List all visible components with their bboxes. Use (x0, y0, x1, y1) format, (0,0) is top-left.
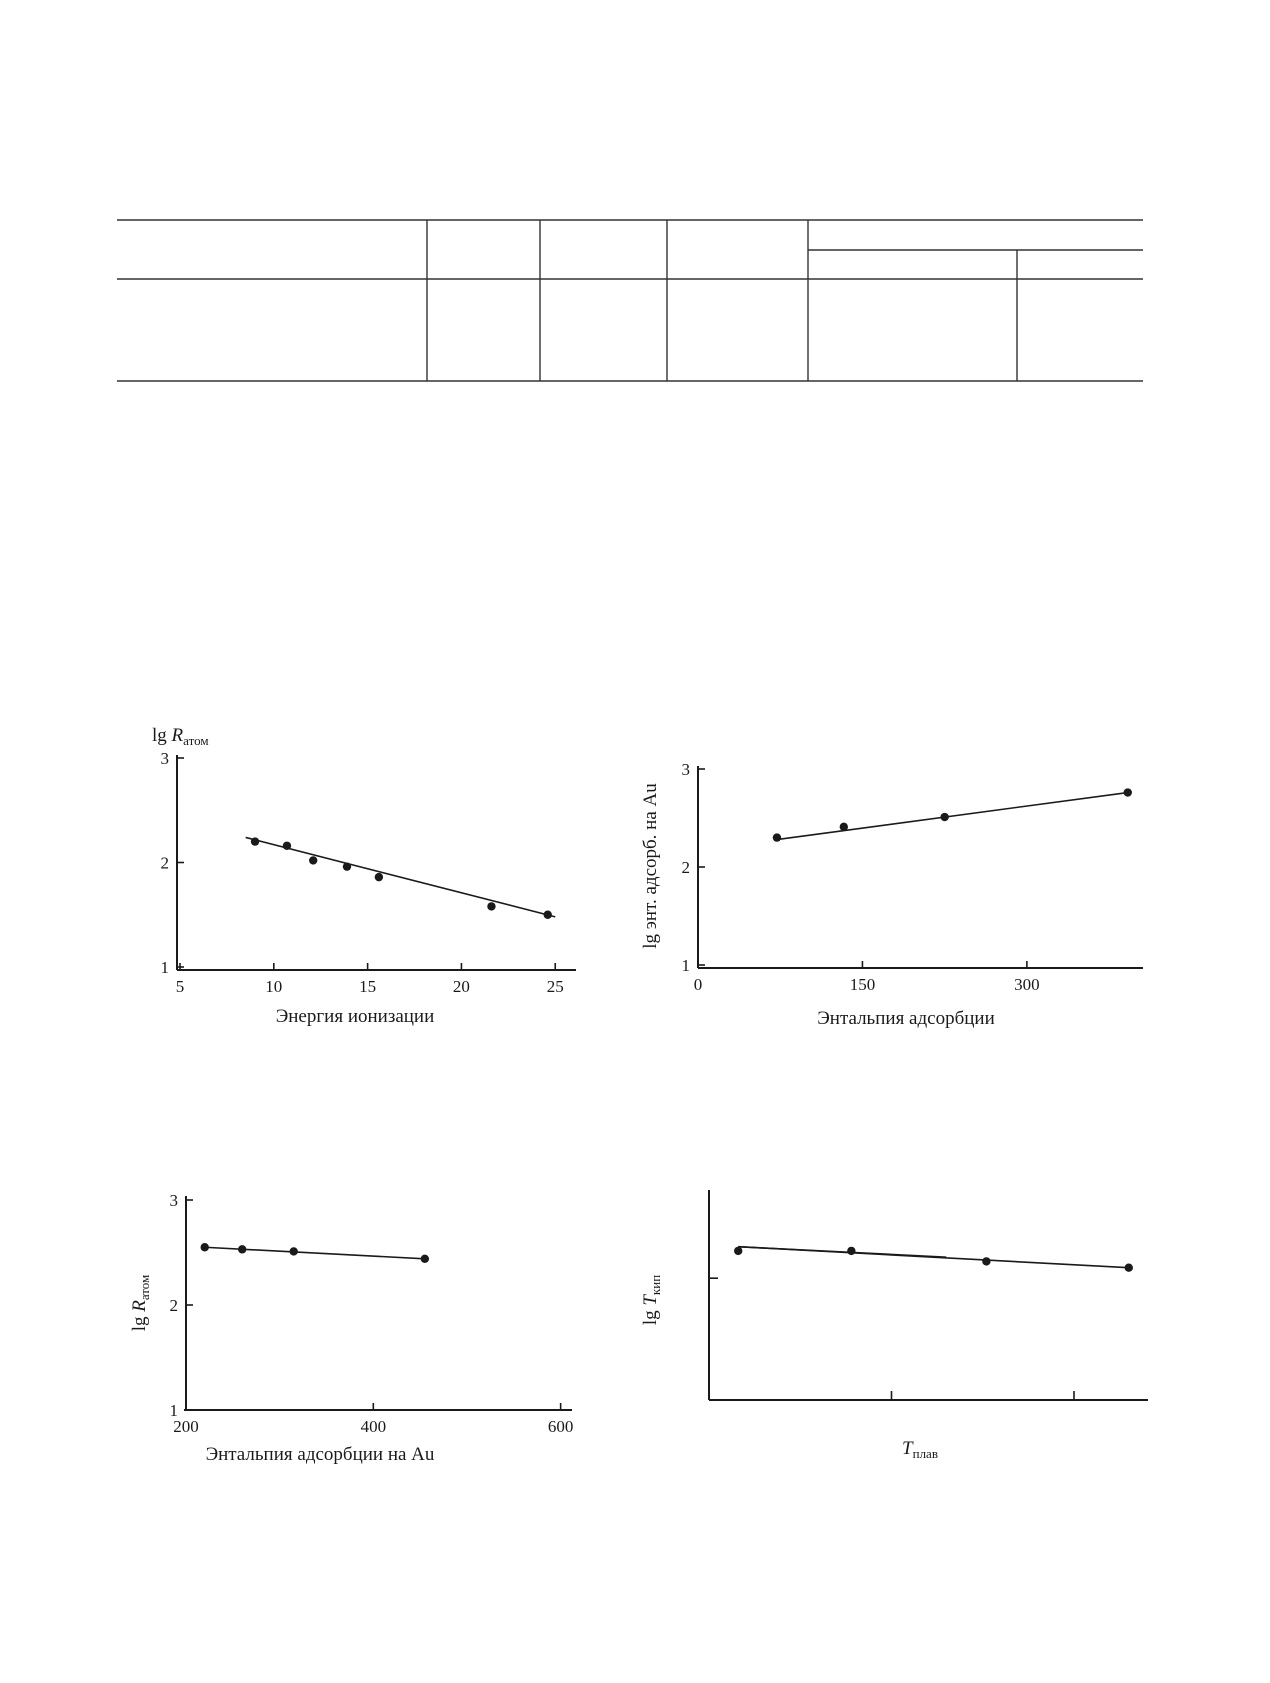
x-axis-title: $T_{плав}$ (902, 1438, 938, 1461)
y-axis-title: lg энт. адсорб. на Au (640, 783, 661, 949)
trend-line (738, 1247, 946, 1258)
data-point (982, 1257, 990, 1265)
y-axis-title: $\lg T_{кип}$ (640, 1274, 663, 1326)
x-tick-label: 600 (547, 1417, 574, 1436)
y-tick-label: 2 (160, 853, 169, 873)
y-tick-label: 3 (160, 749, 169, 768)
x-axis-title: Энтальпия адсорбции на Au (205, 1444, 435, 1465)
y-axis-title: $\lg R_{атом}$ (152, 725, 209, 748)
data-point (1125, 1264, 1133, 1272)
x-tick-label: 200 (173, 1417, 199, 1436)
y-tick-label: 3 (681, 760, 690, 779)
x-tick-label: 400 (360, 1417, 387, 1436)
y-tick-label: 1 (169, 1401, 178, 1420)
y-tick-label: 1 (681, 956, 690, 975)
x-tick-label: 300 (1014, 975, 1040, 994)
y-tick-label: 3 (169, 1191, 178, 1210)
data-point (734, 1247, 742, 1255)
data-point (847, 1247, 855, 1255)
x-tick-label: 0 (693, 975, 703, 994)
x-tick-label: 5 (175, 977, 185, 996)
y-tick-label: 2 (681, 858, 690, 877)
x-tick-label: 20 (452, 977, 470, 996)
x-tick-label: 15 (359, 977, 377, 996)
x-axis-title: Энергия ионизации (275, 1006, 435, 1027)
x-tick-label: 150 (849, 975, 876, 994)
y-axis-title: $\lg R_{атом}$ (129, 1274, 152, 1332)
x-tick-label: 25 (546, 977, 564, 996)
x-tick-label: 10 (265, 977, 283, 996)
y-tick-label: 2 (169, 1296, 178, 1315)
y-tick-label: 1 (160, 958, 169, 977)
x-axis-title: Энтальпия адсорбции (817, 1008, 995, 1029)
